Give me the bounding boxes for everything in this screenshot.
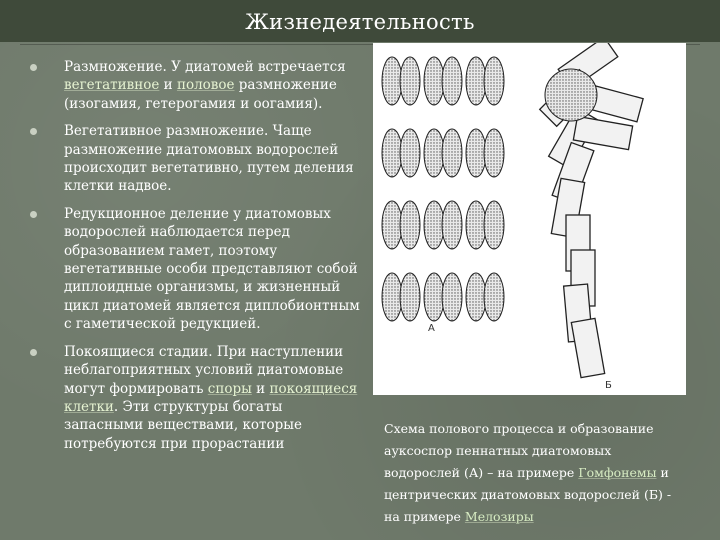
bullet-marker-icon (30, 64, 37, 71)
bullet-item (30, 122, 360, 196)
bullet-text: Вегетативное размножение. Чаще размножение диатомовых водорослей происходит вегетативно, путем деления клетки надвое. (64, 123, 354, 195)
gomphonema-cells (382, 57, 504, 321)
bullet-marker-icon (30, 128, 37, 135)
bullet-text: . Эти структуры богаты запасными веществами, которые потребуются при прорастании (64, 398, 302, 452)
figure-caption (384, 418, 684, 528)
bullet-item (30, 205, 360, 334)
diatom-cell (442, 57, 462, 105)
highlight-term: покоящиеся клетки (64, 380, 358, 415)
chain-cell (571, 318, 604, 377)
caption-highlight: Гомфонемы (578, 465, 657, 480)
bullet-item (30, 58, 360, 113)
diatom-cell (442, 201, 462, 249)
bullet-list (30, 58, 360, 462)
diatom-cell (400, 201, 420, 249)
bullet-marker-icon (30, 349, 37, 356)
diatom-cell (424, 57, 444, 105)
diatom-cell (382, 57, 402, 105)
diatom-illustration (373, 43, 686, 395)
diatom-cell (466, 57, 486, 105)
diatom-figure (373, 43, 686, 395)
bullet-text: размножение (изогамия, гетерогамия и оогамия). (64, 77, 337, 112)
diatom-cell (484, 273, 504, 321)
highlight-term: вегетативное (64, 77, 160, 94)
slide-title: Жизнедеятельность (245, 10, 475, 34)
bullet-text: и (251, 380, 270, 397)
diatom-cell (466, 273, 486, 321)
caption-text: и центрических диатомовых водорослей (Б) - на примере (384, 465, 672, 524)
diatom-cell (424, 129, 444, 177)
diatom-cell (466, 201, 486, 249)
bullet-text: Редукционное деление у диатомовых водорослей наблюдается перед образованием гамет, поэтому вегетативные особи представляют собой диплоидные организмы, и жизненный цикл диатомей является диплобионтным с гаметической редукцией. (64, 205, 360, 333)
auxospore-cell (545, 69, 597, 121)
bullet-text: Размножение. У диатомей встречается (64, 59, 346, 75)
melosira-chain (540, 43, 643, 378)
diatom-cell (442, 273, 462, 321)
caption-text: Схема полового процесса и образование ауксоспор пеннатных диатомовых водорослей (А) – на примере (384, 421, 654, 480)
highlight-term: споры (207, 380, 252, 397)
diatom-cell (382, 129, 402, 177)
diatom-cell (400, 129, 420, 177)
diatom-cell (484, 129, 504, 177)
bullet-marker-icon (30, 211, 37, 218)
bullet-text: и (159, 77, 177, 94)
diatom-cell (382, 273, 402, 321)
diatom-cell (382, 201, 402, 249)
highlight-term: половое (176, 77, 235, 94)
diatom-cell (400, 273, 420, 321)
diatom-cell (466, 129, 486, 177)
figure-label-b: Б (605, 380, 612, 391)
diatom-cell (484, 201, 504, 249)
bullet-text: Покоящиеся стадии. При наступлении неблагоприятных условий диатомовые могут формировать (64, 343, 344, 397)
diatom-cell (424, 201, 444, 249)
caption-highlight: Мелозиры (464, 509, 534, 524)
figure-label-a: А (428, 323, 435, 334)
diatom-cell (424, 273, 444, 321)
diatom-cell (400, 57, 420, 105)
diatom-cell (484, 57, 504, 105)
diatom-cell (442, 129, 462, 177)
bullet-item (30, 343, 360, 453)
